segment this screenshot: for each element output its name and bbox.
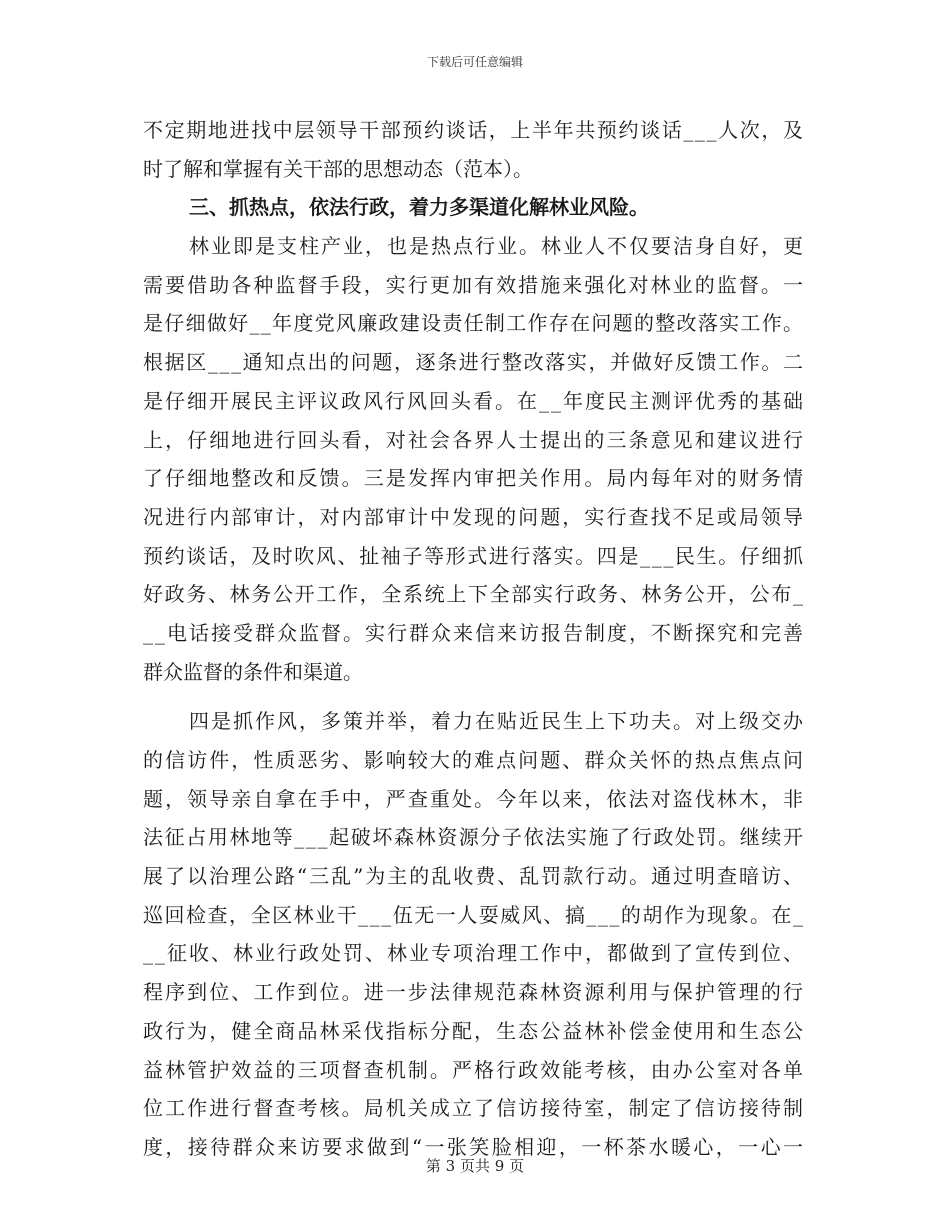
text-line: __电话接受群众监督。实行群众来信来访报告制度，不断探究和完善 (143, 620, 805, 645)
text-line: 根据区___通知点出的问题，逐条进行整改落实，并做好反馈工作。二 (143, 350, 805, 375)
text-line: 程序到位、工作到位。进一步法律规范森林资源利用与保护管理的行 (143, 980, 806, 1005)
section-heading: 三、抓热点，依法行政，着力多渠道化解林业风险。 (189, 195, 649, 220)
text-line: 好政务、林务公开工作，全系统上下全部实行政务、林务公开，公布_ (143, 582, 805, 607)
text-line: 巡回检查，全区林业干___伍无一人耍威风、搞___的胡作为现象。在_ (143, 902, 805, 927)
text-line: 政行为，健全商品林采伐指标分配，生态公益林补偿金使用和生态公 (143, 1018, 806, 1043)
text-line: __征收、林业行政处罚、林业专项治理工作中，都做到了宣传到位、 (143, 941, 805, 966)
text-line: 四是抓作风，多策并举，着力在贴近民生上下功夫。对上级交办 (189, 709, 805, 734)
text-line: 度，接待群众来访要求做到“一张笑脸相迎，一杯茶水暖心，一心一 (143, 1134, 806, 1159)
document-body (143, 111, 806, 1167)
text-line: 时了解和掌握有关干部的思想动态（范本）。 (143, 156, 533, 181)
text-line: 林业即是支柱产业，也是热点行业。林业人不仅要洁身自好，更 (189, 234, 805, 259)
text-line: 法征占用林地等___起破坏森林资源分子依法实施了行政处罚。继续开 (143, 825, 805, 850)
text-line: 是仔细开展民主评议政风行风回头看。在__年度民主测评优秀的基础 (143, 388, 805, 413)
text-line: 了仔细地整改和反馈。三是发挥内审把关作用。局内每年对的财务情 (143, 466, 806, 491)
text-line: 需要借助各种监督手段，实行更加有效措施来强化对林业的监督。一 (143, 272, 806, 297)
text-line: 题，领导亲自拿在手中，严查重处。今年以来，依法对盗伐林木，非 (143, 786, 806, 811)
text-line: 展了以治理公路“三乱”为主的乱收费、乱罚款行动。通过明查暗访、 (143, 864, 805, 889)
page-footer: 第 3 页共 9 页 (425, 1157, 525, 1175)
paragraph-gap (143, 691, 803, 702)
text-line: 位工作进行督查考核。局机关成立了信访接待室，制定了信访接待制 (143, 1096, 806, 1121)
text-line: 群众监督的条件和渠道。 (143, 659, 363, 684)
text-line: 是仔细做好__年度党风廉政建设责任制工作存在问题的整改落实工作。 (143, 311, 805, 336)
text-line: 的信访件，性质恶劣、影响较大的难点问题、群众关怀的热点焦点问 (143, 748, 806, 772)
text-line: 不定期地进找中层领导干部预约谈话，上半年共预约谈话___人次，及 (143, 118, 805, 142)
text-line: 况进行内部审计，对内部审计中发现的问题，实行查找不足或局领导 (143, 504, 806, 529)
text-line: 益林管护效益的三项督查机制。严格行政效能考核，由办公室对各单 (143, 1057, 806, 1082)
text-line: 预约谈话，及时吹风、扯袖子等形式进行落实。四是___民生。仔细抓 (143, 543, 805, 568)
text-line: 上，仔细地进行回头看，对社会各界人士提出的三条意见和建议进行 (143, 427, 806, 452)
page-header: 下载后可任意编辑 (426, 55, 523, 69)
